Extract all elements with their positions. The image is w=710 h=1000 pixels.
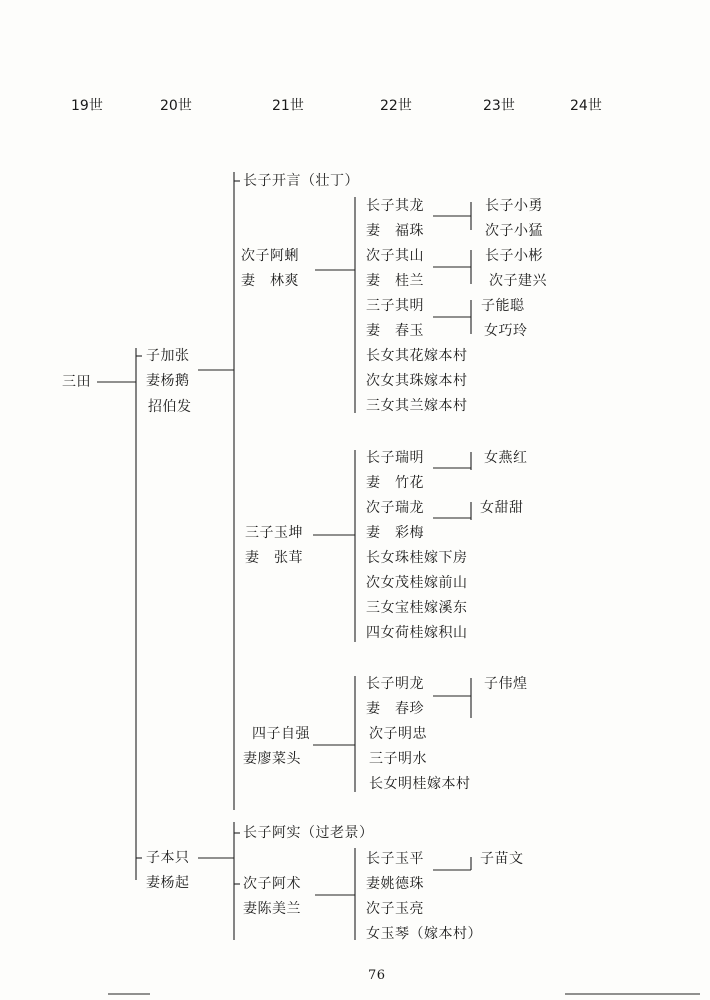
g22-qilong-wife: 妻 福珠: [366, 223, 424, 239]
g22-minglong: 长子明龙: [366, 676, 424, 692]
g22-yuping: 长子玉平: [366, 851, 424, 867]
g22-mingzhong: 次子明忠: [369, 726, 427, 742]
g22-ruilong-wife: 妻 彩梅: [366, 525, 424, 541]
g23-xiaoyong: 长子小勇: [485, 198, 543, 214]
g22-zhugui: 长女珠桂嫁下房: [366, 550, 468, 566]
g20-wife-yangqi: 妻杨起: [146, 875, 190, 891]
g21-ziqiang: 四子自强: [252, 726, 310, 742]
g21-kaiyan: 长子开言（壮丁）: [243, 173, 359, 189]
g22-minggui: 长女明桂嫁本村: [369, 776, 471, 792]
g22-yuqin: 女玉琴（嫁本村）: [366, 926, 482, 942]
g22-ruilong: 次子瑞龙: [366, 500, 424, 516]
g21-ali-wife: 妻 林爽: [241, 273, 299, 289]
g23-yanhong: 女燕红: [484, 450, 528, 466]
g22-qizhu: 次女其珠嫁本村: [366, 373, 468, 389]
g20-wife-yange: 妻杨鹅: [146, 373, 190, 389]
gen-header-23: 23世: [483, 98, 515, 114]
g21-ali: 次子阿蜊: [241, 248, 299, 264]
gen-header-19: 19世: [71, 98, 103, 114]
g22-minglong-wife: 妻 春珍: [366, 701, 424, 717]
g19-ancestor: 三田: [62, 374, 91, 390]
g22-qishan: 次子其山: [366, 248, 424, 264]
g22-baogui: 三女宝桂嫁溪东: [366, 600, 468, 616]
g20-son-jiazhang: 子加张: [146, 348, 190, 364]
g21-ziqiang-wife: 妻廖菜头: [243, 751, 301, 767]
g23-xiaomeng: 次子小猛: [485, 223, 543, 239]
g21-yukun-wife: 妻 张茸: [245, 550, 303, 566]
g22-hegui: 四女荷桂嫁积山: [366, 625, 468, 641]
gen-header-20: 20世: [160, 98, 192, 114]
g22-mingshui: 三子明水: [369, 751, 427, 767]
g23-xiaobin: 长子小彬: [485, 248, 543, 264]
g22-qiming: 三子其明: [366, 298, 424, 314]
g20-note: 招伯发: [148, 399, 192, 415]
g21-ashu: 次子阿术: [243, 876, 301, 892]
g22-yuliang: 次子玉亮: [366, 901, 424, 917]
g23-jianxing: 次子建兴: [489, 273, 547, 289]
g21-yukun: 三子玉坤: [245, 525, 303, 541]
g22-qihua: 长女其花嫁本村: [366, 348, 468, 364]
g22-qishan-wife: 妻 桂兰: [366, 273, 424, 289]
gen-header-24: 24世: [570, 98, 602, 114]
gen-header-21: 21世: [272, 98, 304, 114]
gen-header-22: 22世: [380, 98, 412, 114]
g22-qilong: 长子其龙: [366, 198, 424, 214]
g21-ashi: 长子阿实（过老景）: [243, 825, 374, 841]
page-number: 76: [368, 968, 386, 983]
g22-yuping-wife: 妻姚德珠: [366, 876, 424, 892]
g23-miaowen: 子苗文: [480, 851, 524, 867]
g22-ruiming: 长子瑞明: [366, 450, 424, 466]
g22-ruiming-wife: 妻 竹花: [366, 475, 424, 491]
g23-qiaoling: 女巧玲: [484, 323, 528, 339]
g22-maogui: 次女茂桂嫁前山: [366, 575, 468, 591]
g23-nengcong: 子能聪: [481, 298, 525, 314]
g22-qilan: 三女其兰嫁本村: [366, 398, 468, 414]
g20-son-benzhi: 子本只: [146, 850, 190, 866]
g22-qiming-wife: 妻 春玉: [366, 323, 424, 339]
g21-ashu-wife: 妻陈美兰: [243, 901, 301, 917]
g23-weihuang: 子伟煌: [484, 676, 528, 692]
g23-tiantian: 女甜甜: [480, 500, 524, 516]
